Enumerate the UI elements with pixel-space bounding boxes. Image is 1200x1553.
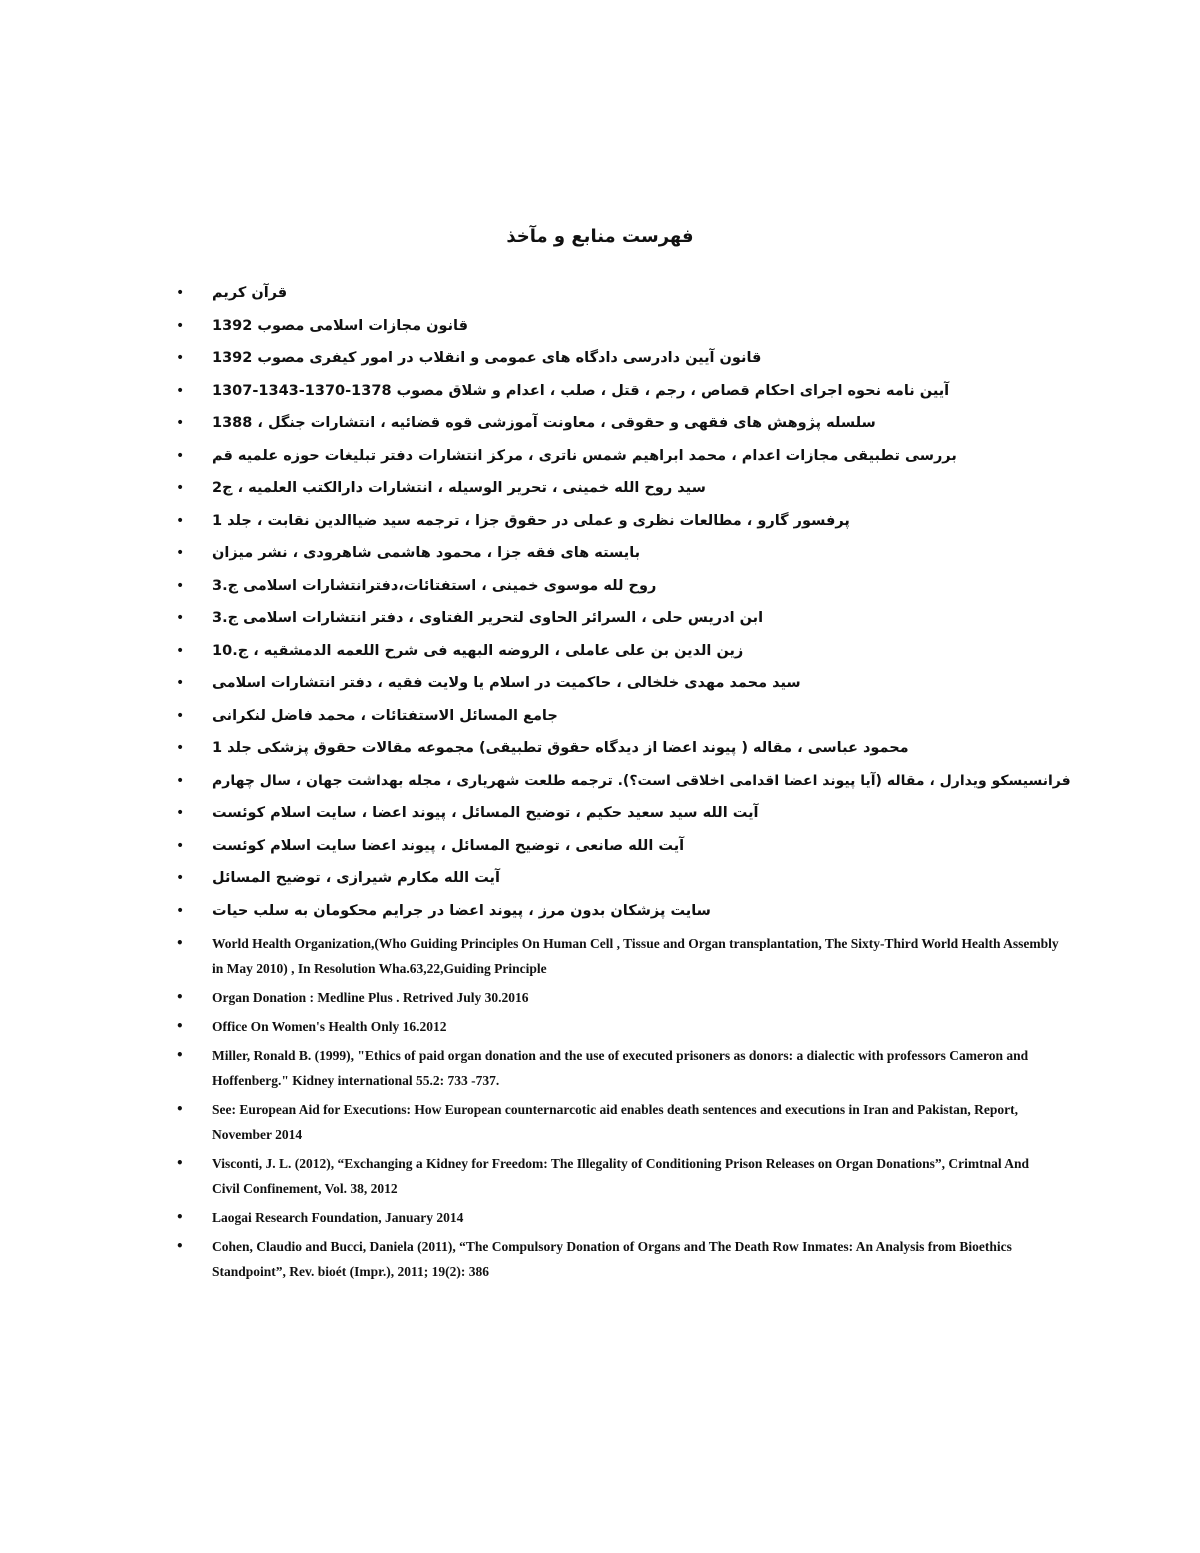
reference-text: آیین نامه نحوه اجرای احکام قصاص ، رجم ، قتل ، صلب ، اعدام و شلاق مصوب 1378-1370-1343-1307 [212, 382, 950, 399]
persian-references-list [170, 277, 1100, 927]
bullet-icon: • [176, 610, 185, 626]
reference-text: See: European Aid for Executions: How European counternarcotic aid enables death sentences and executions in Iran and Pakistan, Report, November 2014 [212, 1102, 1019, 1142]
bullet-icon: • [176, 707, 185, 724]
reference-item [170, 1014, 1060, 1039]
reference-item [170, 505, 1100, 538]
reference-text: جامع المسائل الاستفتائات ، محمد فاضل لنکرانی [212, 707, 558, 724]
bullet-icon: • [176, 382, 185, 399]
bullet-icon: • [176, 1210, 184, 1224]
bullet-icon: • [176, 317, 185, 334]
reference-item [170, 667, 1100, 700]
bullet-icon: • [176, 285, 185, 301]
bullet-icon: • [176, 870, 185, 886]
reference-text: ابن ادریس حلی ، السرائر الحاوی لتحریر الفتاوی ، دفتر انتشارات اسلامی ج.3 [212, 610, 764, 626]
reference-text: Office On Women's Health Only 16.2012 [212, 1019, 447, 1034]
reference-item [170, 862, 1100, 895]
reference-item [170, 635, 1100, 668]
bullet-icon: • [176, 740, 185, 756]
reference-text: قرآن کریم [212, 285, 288, 301]
reference-text: سایت پزشکان بدون مرز ، پیوند اعضا در جرایم محکومان به سلب حیات [212, 902, 711, 919]
reference-item [170, 797, 1100, 830]
bullet-icon: • [176, 545, 185, 561]
reference-item [170, 830, 1100, 863]
reference-text: Laogai Research Foundation, January 2014 [212, 1210, 464, 1225]
bullet-icon: • [176, 805, 185, 821]
reference-item [170, 765, 1100, 798]
reference-item [170, 407, 1100, 440]
reference-text: سلسله پژوهش های فقهی و حقوقی ، معاونت آموزشی قوه قضائیه ، انتشارات جنگل ، 1388 [212, 415, 876, 431]
reference-text: آیت الله صانعی ، توضیح المسائل ، پیوند اعضا سایت اسلام کوئست [212, 837, 685, 854]
reference-item [170, 931, 1060, 981]
english-references-list [170, 931, 1060, 1288]
reference-item [170, 310, 1100, 343]
bullet-icon: • [176, 415, 185, 431]
bullet-icon: • [176, 480, 185, 496]
reference-item [170, 277, 1100, 310]
reference-item [170, 602, 1100, 635]
reference-text: محمود عباسی ، مقاله ( پیوند اعضا از دیدگاه حقوق تطبیقی) مجموعه مقالات حقوق پزشکی جلد 1 [212, 740, 909, 756]
bullet-icon: • [176, 642, 185, 659]
reference-text: پرفسور گارو ، مطالعات نظری و عملی در حقوق جزا ، ترجمه سید ضیاالدین نقابت ، جلد 1 [212, 512, 850, 529]
reference-text: Cohen, Claudio and Bucci, Daniela (2011), “The Compulsory Donation of Organs and The Death Row Inmates: An Analysis from Bioethics Standpoint”, Rev. bioét (Impr.), 2011; 19(2): 386 [212, 1239, 1012, 1279]
reference-text: فرانسیسکو ویدارل ، مقاله (آیا پیوند اعضا اقدامی اخلاقی است؟). ترجمه طلعت شهریاری ، مجله بهداشت جهان ، سال چهارم [212, 772, 1071, 789]
reference-item [170, 985, 1060, 1010]
bullet-icon: • [176, 1019, 184, 1033]
bullet-icon: • [176, 675, 185, 691]
bullet-icon: • [176, 1156, 184, 1170]
reference-item [170, 1097, 1060, 1147]
reference-item [170, 700, 1100, 733]
reference-text: سید محمد مهدی خلخالی ، حاکمیت در اسلام یا ولایت فقیه ، دفتر انتشارات اسلامی [212, 675, 801, 691]
reference-item [170, 537, 1100, 570]
reference-item [170, 732, 1100, 765]
reference-item [170, 342, 1100, 375]
reference-text: آیت الله مکارم شیرازی ، توضیح المسائل [212, 870, 500, 886]
reference-text: Visconti, J. L. (2012), “Exchanging a Kidney for Freedom: The Illegality of Conditioning Prison Releases on Organ Donations”, Crimtnal And Civil Confinement, Vol. 38, 2012 [212, 1156, 1030, 1196]
reference-item [170, 570, 1100, 603]
bullet-icon: • [176, 936, 184, 950]
bullet-icon: • [176, 447, 185, 464]
reference-item [170, 375, 1100, 408]
reference-text: قانون آیین دادرسی دادگاه های عمومی و انقلاب در امور کیفری مصوب 1392 [212, 350, 762, 366]
bullet-icon: • [176, 1102, 184, 1116]
bullet-icon: • [176, 512, 185, 529]
bullet-icon: • [176, 577, 185, 594]
reference-text: Miller, Ronald B. (1999), "Ethics of paid organ donation and the use of executed prisoners as donors: a dialectic with professors Cameron and Hoffenberg." Kidney international 55.2: 733 -737. [212, 1048, 1029, 1088]
reference-text: بایسته های فقه جزا ، محمود هاشمی شاهرودی ، نشر میزان [212, 545, 641, 561]
reference-item [170, 440, 1100, 473]
reference-text: Organ Donation : Medline Plus . Retrived July 30.2016 [212, 990, 529, 1005]
reference-item [170, 1151, 1060, 1201]
reference-text: زین الدین بن علی عاملی ، الروضه البهیه فی شرح اللعمه الدمشقیه ، ج.10 [212, 642, 744, 659]
bullet-icon: • [176, 772, 185, 789]
reference-text: World Health Organization,(Who Guiding Principles On Human Cell , Tissue and Organ transplantation, The Sixty-Third World Health Assembly in May 2010) , In Resolution Wha.63,22,Guiding Principle [212, 936, 1059, 976]
reference-item [170, 1043, 1060, 1093]
bullet-icon: • [176, 350, 185, 366]
bullet-icon: • [176, 990, 184, 1004]
reference-item [170, 895, 1100, 928]
reference-text: قانون مجازات اسلامی مصوب 1392 [212, 317, 468, 334]
reference-item [170, 1205, 1060, 1230]
reference-text: روح لله موسوی خمینی ، استفتائات،دفترانتشارات اسلامی ج.3 [212, 577, 657, 594]
bullet-icon: • [176, 837, 185, 854]
reference-item [170, 472, 1100, 505]
bullet-icon: • [176, 1048, 184, 1062]
reference-text: سید روح الله خمینی ، تحریر الوسیله ، انتشارات دارالکتب العلمیه ، ج2 [212, 480, 706, 496]
reference-text: آیت الله سید سعید حکیم ، توضیح المسائل ، پیوند اعضا ، سایت اسلام کوئست [212, 805, 759, 821]
bullet-icon: • [176, 1239, 184, 1253]
reference-item [170, 1234, 1060, 1284]
page-title: فهرست منابع و مآخذ [506, 226, 694, 247]
bullet-icon: • [176, 902, 185, 919]
reference-text: بررسی تطبیقی مجازات اعدام ، محمد ابراهیم شمس ناتری ، مرکز انتشارات دفتر تبلیغات حوزه علمیه قم [212, 447, 957, 464]
